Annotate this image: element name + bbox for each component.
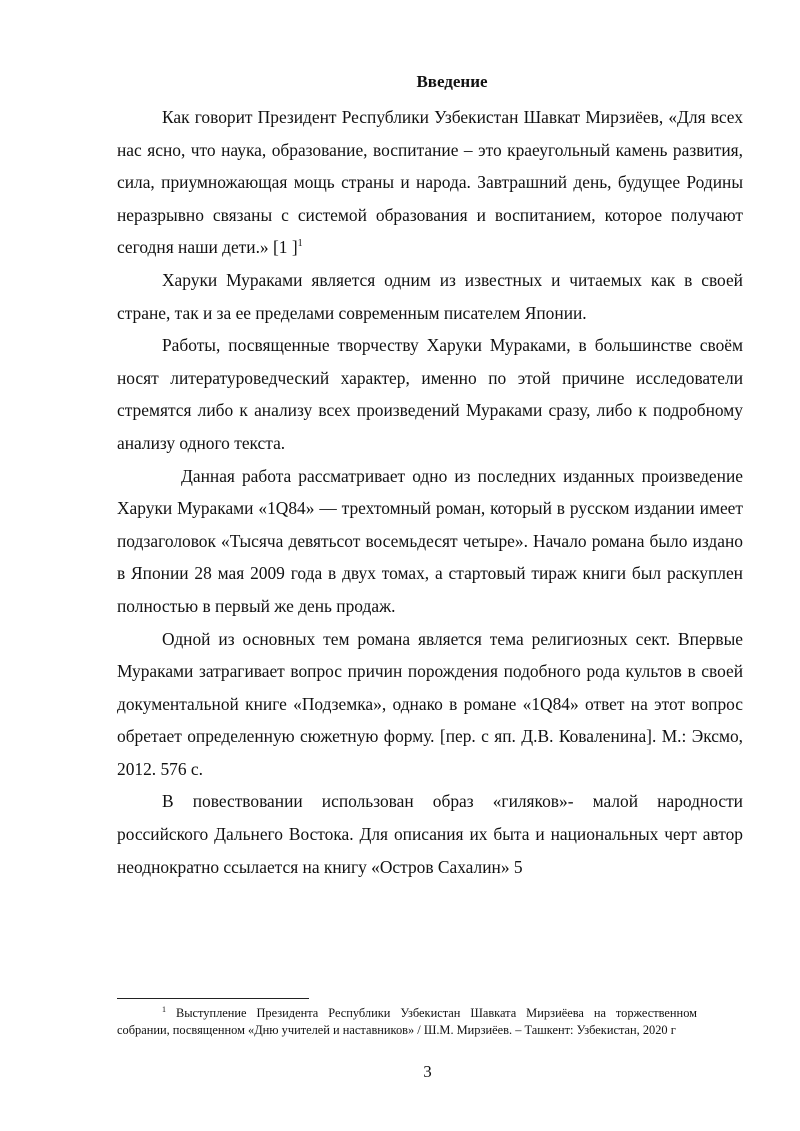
footnote-reference[interactable]: 1 [297, 238, 303, 250]
page-number: 3 [423, 1062, 432, 1081]
footnote-divider [117, 998, 309, 999]
paragraph-religious-sects: Одной из основных тем романа является тема религиозных сект. Впервые Мураками затрагивает вопрос причин порождения подобного рода культов в своей документальной книге «Подземка», однако в романе «1Q84» ответ на этот вопрос обретает определенную сюжетную форму. [пер. с яп. Д.В. Коваленина]. М.: Эксмо, 2012. 576 с. [117, 628, 743, 779]
page-title: Введение [416, 72, 488, 91]
paragraph-gilyaks: В повествовании использован образ «гиляков»- малой народности российского Дальнего Востока. Для описания их быта и национальных черт автор неоднократно ссылается на книгу «Остров Сахалин» 5 [117, 791, 743, 877]
footnote-text: Выступление Президента Республики Узбекистан Шавката Мирзиёева на торжественном собрании, посвященном «Дню учителей и наставников» / Ш.М. Мирзиёев. – Ташкент: Узбекистан, 2020 г [117, 1006, 697, 1037]
body-text [117, 101, 743, 883]
footnote-mark: 1 [162, 1004, 166, 1014]
paragraph-text: Как говорит Президент Республики Узбекистан Шавкат Мирзиёев, «Для всех нас ясно, что наука, образование, воспитание – это краеугольный камень развития, сила, приумножающая мощь страны и народа. Завтрашний день, будущее Родины неразрывно связаны с системой образования и воспитанием, которое получают сегодня наши дети.» [1 ] [117, 107, 743, 258]
paragraph-murakami-intro: Харуки Мураками является одним из известных и читаемых как в своей стране, так и за ее пределами современным писателем Японии. [117, 269, 743, 323]
paragraph-president-quote [117, 101, 743, 264]
paragraph-works-overview: Работы, посвященные творчеству Харуки Мураками, в большинстве своём носят литературоведческий характер, именно по этой причине исследователи стремятся либо к анализу всех произведений Мураками сразу, либо к подробному анализу одного текста. [117, 335, 743, 453]
footnote [117, 1005, 697, 1038]
paragraph-1q84-description: Данная работа рассматривает одно из последних изданных произведение Харуки Мураками «1Q84» — трехтомный роман, который в русском издании имеет подзаголовок «Тысяча девятьсот восемьдесят четыре». Начало романа было издано в Японии 28 мая 2009 года в двух томах, а стартовый тираж книги был раскуплен полностью в первый же день продаж. [117, 465, 743, 616]
